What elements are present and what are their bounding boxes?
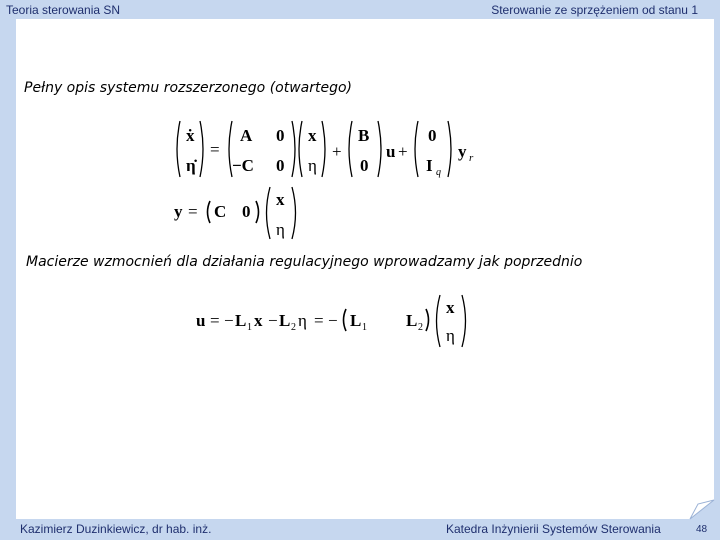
equals-sign-2: = [188, 202, 198, 221]
matrix-A: A [240, 126, 253, 145]
slide-content-area [16, 19, 714, 519]
gain-L1-row: L [350, 311, 362, 330]
zero-1: 0 [276, 126, 285, 145]
caption-gain-matrices: Macierze wzmocnień dla działania regulacyjnego wprowadzamy jak poprzednio [26, 254, 583, 270]
vec3-x: x [446, 298, 455, 317]
input-u: u [386, 142, 396, 161]
zero-3: 0 [360, 156, 369, 175]
state-x: x [254, 311, 263, 330]
footer-page-number: 48 [696, 524, 708, 535]
zero-5: 0 [242, 202, 251, 221]
sub-1b: 1 [362, 322, 367, 333]
minus-1: − [224, 311, 234, 330]
plus-sign-2: + [398, 142, 408, 161]
identity-I: I [426, 156, 433, 175]
control-u: u [196, 311, 206, 330]
gain-L1: L [235, 311, 247, 330]
reference-y: y [458, 142, 467, 161]
vec3-eta: η [446, 326, 455, 345]
matrix-C: C [214, 202, 227, 221]
subscript-r: r [469, 152, 474, 164]
footer-department: Katedra Inżynierii Systemów Sterowania [446, 522, 661, 536]
lhs-etadot: η̇ [186, 156, 196, 175]
equation-state-space [172, 117, 492, 181]
output-y: y [174, 202, 183, 221]
sub-1: 1 [247, 322, 252, 333]
minus-2: − [268, 311, 278, 330]
sub-2b: 2 [418, 322, 423, 333]
caption-extended-system: Pełny opis systemu rozszerzonego (otwartego) [24, 80, 353, 96]
header-course-title: Teoria sterowania SN [6, 3, 121, 17]
equals-sign-4: = [314, 311, 324, 330]
zero-2: 0 [276, 156, 285, 175]
zero-4: 0 [428, 126, 437, 145]
header-topic-title: Sterowanie ze sprzężeniem od stanu 1 [491, 3, 698, 17]
vec-eta: η [308, 156, 317, 175]
minus-3: − [328, 311, 338, 330]
equals-sign-3: = [210, 311, 220, 330]
lhs-xdot: ẋ [186, 126, 195, 145]
equation-output [172, 185, 312, 243]
sub-2: 2 [291, 322, 296, 333]
equals-sign: = [210, 140, 220, 159]
vec2-eta: η [276, 220, 285, 239]
matrix-B: B [358, 126, 370, 145]
state-eta: η [298, 311, 307, 330]
subscript-q: q [436, 167, 441, 178]
equation-control-law [194, 291, 474, 351]
vec-x: x [308, 126, 317, 145]
matrix-minus-C: −C [232, 156, 254, 175]
vec2-x: x [276, 190, 285, 209]
gain-L2-row: L [406, 311, 418, 330]
plus-sign-1: + [332, 142, 342, 161]
footer-author: Kazimierz Duzinkiewicz, dr hab. inż. [20, 522, 212, 536]
gain-L2: L [279, 311, 291, 330]
